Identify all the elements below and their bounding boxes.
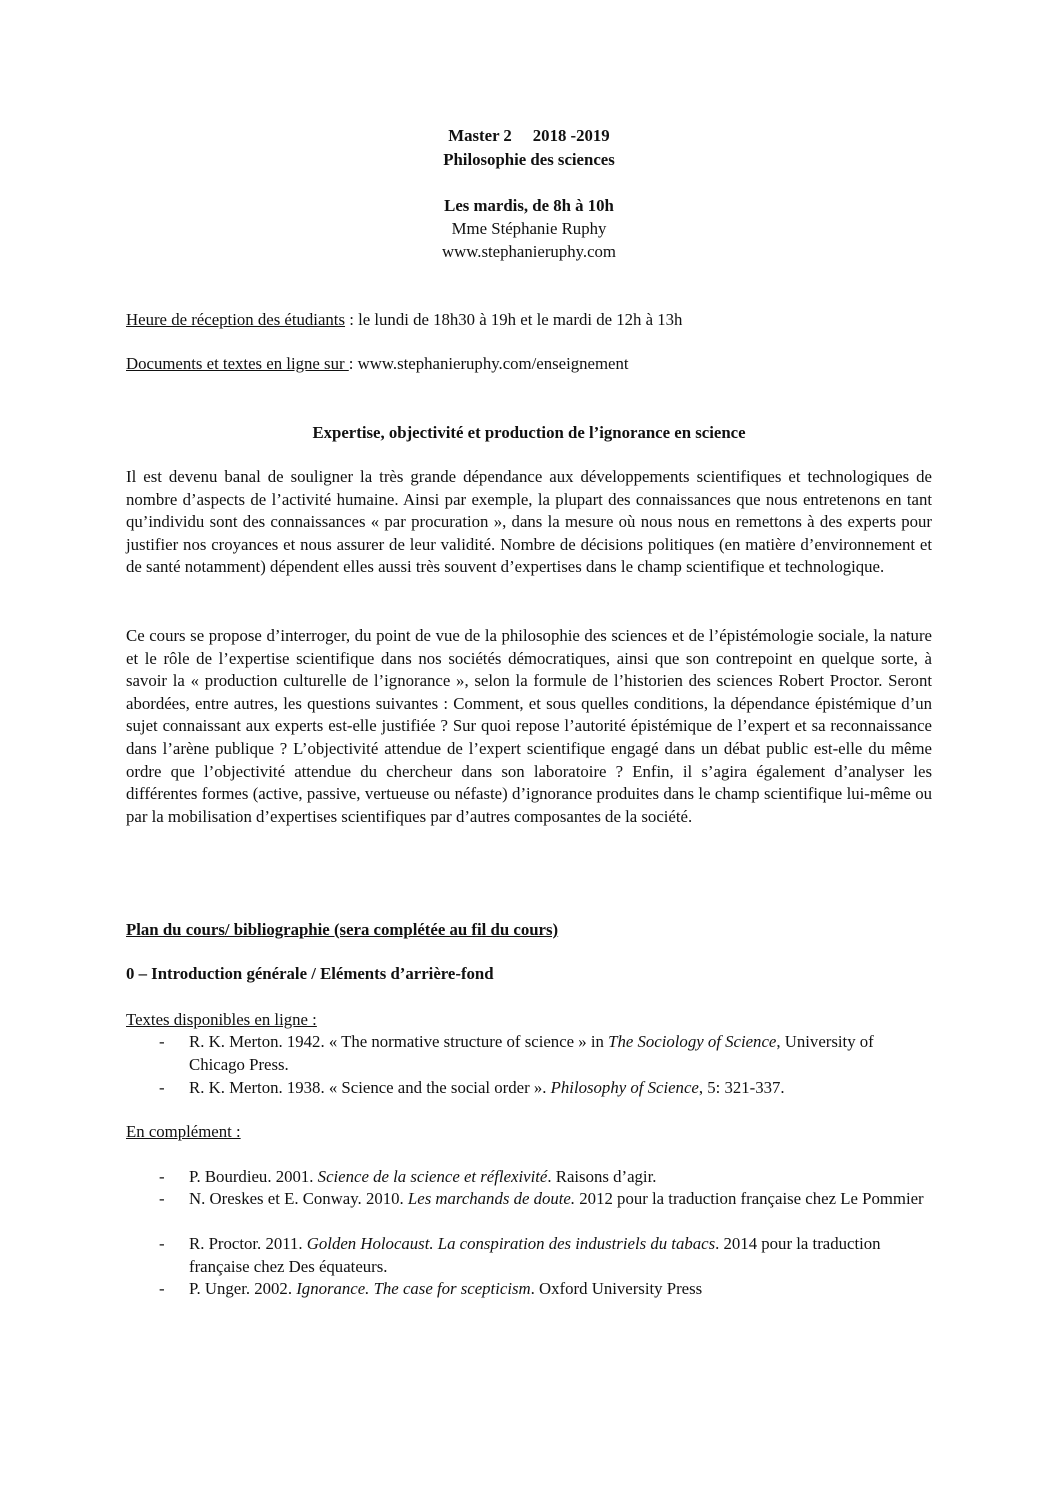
docs-value: : www.stephanieruphy.com/enseignement xyxy=(348,354,629,373)
list-dash: - xyxy=(159,1167,165,1186)
list-dash: - xyxy=(159,1279,165,1298)
course-title: Expertise, objectivité et production de l’ignorance en science xyxy=(312,423,746,442)
header-teacher: Mme Stéphanie Ruphy xyxy=(451,219,607,238)
work-title: Golden Holocaust. La conspiration des industriels du tabacs xyxy=(306,1234,716,1253)
header-master: Master 2 2018 -2019 xyxy=(448,126,610,145)
work-title: Philosophy of Science xyxy=(550,1078,699,1097)
docs-label: Documents et textes en ligne sur xyxy=(126,354,349,373)
list-dash: - xyxy=(159,1078,165,1097)
course-paragraph-1: Il est devenu banal de souligner la très grande dépendance aux développements scientifiques et technologiques de nombre d’aspects de l’activité humaine. Ainsi par exemple, la plupart des connaissances que nous entretenons en tant qu’individu sont des connaissances « par procuration », dans la mesure où nous nous en remettons à des experts pour justifier nos croyances et nous assurer de leur validité. Nombre de décisions politiques (en matière d’environnement et de santé notamment) dépendent elles aussi très souvent d’expertises dans le champ scientifique et technologique. xyxy=(126,467,932,577)
plan-heading: Plan du cours/ bibliographie (sera complétée au fil du cours) xyxy=(126,920,559,939)
reception-label: Heure de réception des étudiants xyxy=(126,310,346,329)
list-dash: - xyxy=(159,1032,165,1051)
work-title: The Sociology of Science xyxy=(608,1032,777,1051)
header-schedule: Les mardis, de 8h à 10h xyxy=(444,196,614,215)
online-documents xyxy=(126,353,629,376)
bibliography-item: - R. K. Merton. 1942. « The normative structure of science » in The Sociology of Science, University of Chicago Press. xyxy=(159,1032,874,1074)
work-title: Science de la science et réflexivité xyxy=(317,1167,548,1186)
list-dash: - xyxy=(159,1189,165,1208)
course-paragraph-2: Ce cours se propose d’interroger, du point de vue de la philosophie des sciences et de l’épistémologie sociale, la nature et le rôle de l’expertise scientifique dans nos sociétés démocratiques, ainsi que son contrepoint en quelque sorte, à savoir la « production culturelle de l’ignorance », selon la formule de l’historien des sciences Robert Proctor. Seront abordées, entre autres, les questions suivantes : Comment, et sous quelles conditions, la dépendance épistémique d’un sujet connaissant aux experts est-elle justifiée ? Sur quoi repose l’autorité épistémique de l’expert et sa reconnaissance dans l’arène publique ? L’objectivité attendue de l’expert scientifique engagé dans un débat public est-elle du même ordre que l’objectivité attendue du chercheur dans son laboratoire ? Enfin, il s’agira également d’analyser les différentes formes (active, passive, vertueuse ou néfaste) d’ignorance produites dans le champ scientifique lui-même ou par la mobilisation d’expertises scientifiques par d’autres composantes de la société. xyxy=(126,626,932,826)
reception-value: : le lundi de 18h30 à 19h et le mardi de 12h à 13h xyxy=(345,310,683,329)
bibliography-item: - N. Oreskes et E. Conway. 2010. Les marchands de doute. 2012 pour la traduction française chez Le Pommier xyxy=(126,1188,932,1234)
header-subject: Philosophie des sciences xyxy=(443,150,615,169)
bibliography-item: - R. K. Merton. 1938. « Science and the social order ». Philosophy of Science, 5: 321-337. xyxy=(126,1077,932,1100)
bibliography-item: - R. Proctor. 2011. Golden Holocaust. La conspiration des industriels du tabacs. 2014 pour la traduction française chez Des équateurs. xyxy=(159,1234,881,1276)
online-texts-label: Textes disponibles en ligne : xyxy=(126,1010,317,1029)
bibliography-item: - P. Unger. 2002. Ignorance. The case for scepticism. Oxford University Press xyxy=(126,1278,932,1301)
work-title: Ignorance. The case for scepticism xyxy=(296,1279,531,1298)
reception-hours xyxy=(126,309,682,332)
list-dash: - xyxy=(159,1234,165,1253)
header-website: www.stephanieruphy.com xyxy=(442,242,616,261)
section-0-heading: 0 – Introduction générale / Eléments d’arrière-fond xyxy=(126,964,494,983)
work-title: Les marchands de doute. xyxy=(407,1189,576,1208)
extra-texts-label: En complément : xyxy=(126,1122,241,1141)
bibliography-item: - P. Bourdieu. 2001. Science de la science et réflexivité. Raisons d’agir. xyxy=(126,1166,932,1189)
